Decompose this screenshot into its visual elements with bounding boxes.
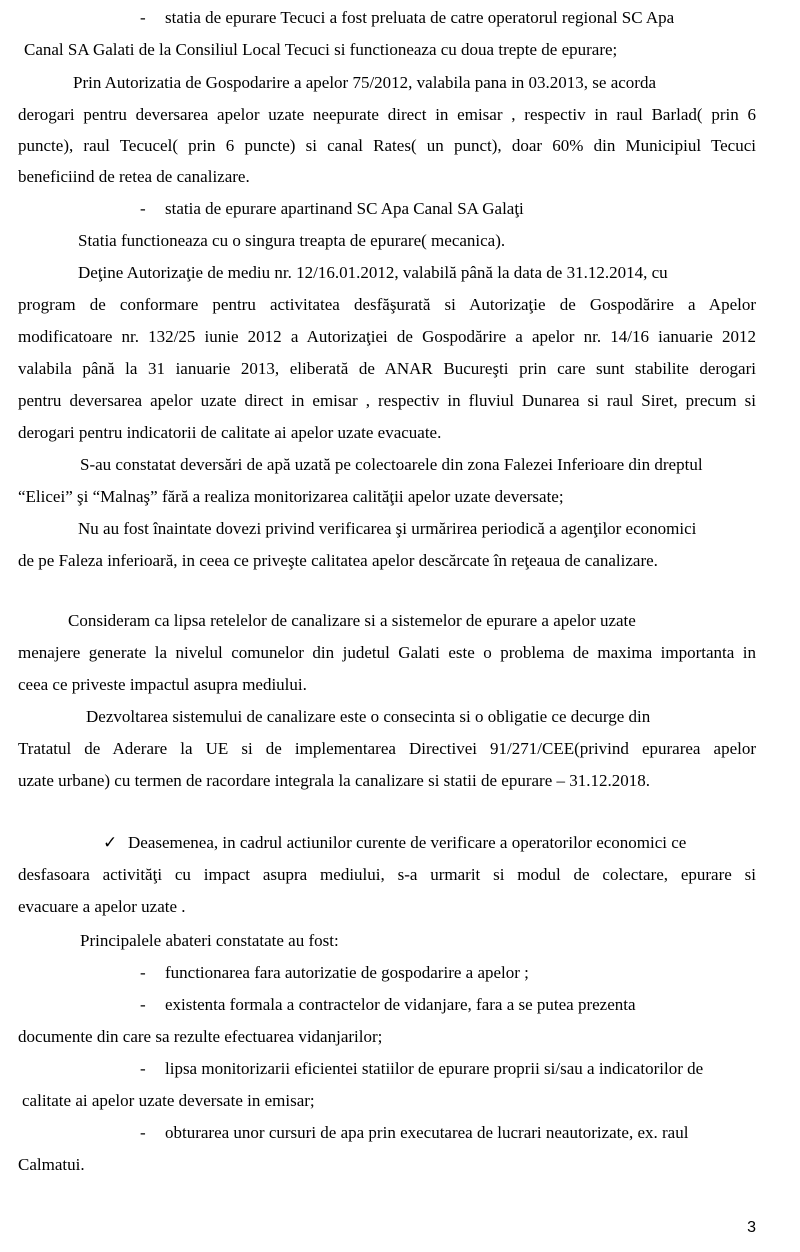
text-line: desfasoara activităţi cu impact asupra mediului, s-a urmarit si modul de colectare, epurare si (18, 865, 756, 884)
text-line: modificatoare nr. 132/25 iunie 2012 a Autorizaţiei de Gospodărire a apelor nr. 14/16 ianuarie 2012 (18, 327, 756, 346)
text-line: menajere generate la nivelul comunelor din judetul Galati este o problema de maxima importanta in (18, 643, 756, 662)
text-line: calitate ai apelor uzate deversate in emisar; (22, 1091, 315, 1110)
text-line: Tratatul de Aderare la UE si de implementarea Directivei 91/271/CEE(privind epurarea apelor (18, 739, 756, 758)
text-line: S-au constatat deversări de apă uzată pe colectoarele din zona Falezei Inferioare din dreptul (80, 455, 703, 474)
text-line: beneficiind de retea de canalizare. (18, 167, 250, 186)
text-line: Consideram ca lipsa retelelor de canalizare si a sistemelor de epurare a apelor uzate (68, 611, 636, 630)
text-line: ceea ce priveste impactul asupra mediului. (18, 675, 307, 694)
text-line: obturarea unor cursuri de apa prin executarea de lucrari neautorizate, ex. raul (165, 1123, 689, 1142)
text-line: lipsa monitorizarii eficientei statiilor de epurare proprii si/sau a indicatorilor de (165, 1059, 704, 1078)
bullet-dash: - (140, 995, 146, 1014)
bullet-dash: - (140, 1123, 146, 1142)
text-line: de pe Faleza inferioară, in ceea ce priveşte calitatea apelor descărcate în reţeaua de canalizare. (18, 551, 658, 570)
text-line: Prin Autorizatia de Gospodarire a apelor 75/2012, valabila pana in 03.2013, se acorda (73, 73, 657, 92)
text-line: valabila până la 31 ianuarie 2013, eliberată de ANAR Bucureşti prin care sunt stabilite derogari (18, 359, 756, 378)
text-line: statia de epurare apartinand SC Apa Canal SA Galaţi (165, 199, 524, 218)
bullet-dash: - (140, 199, 146, 218)
text-line: Calmatui. (18, 1155, 85, 1174)
bullet-dash: - (140, 963, 146, 982)
text-line: derogari pentru indicatorii de calitate ai apelor uzate evacuate. (18, 423, 442, 442)
text-line: documente din care sa rezulte efectuarea vidanjarilor; (18, 1027, 383, 1046)
text-line: Deasemenea, in cadrul actiunilor curente de verificare a operatorilor economici ce (128, 833, 687, 852)
text-line: statia de epurare Tecuci a fost preluata de catre operatorul regional SC Apa (165, 8, 675, 27)
text-line: uzate urbane) cu termen de racordare integrala la canalizare si statii de epurare – 31.12.2018. (18, 771, 650, 790)
text-line: functionarea fara autorizatie de gospodarire a apelor ; (165, 963, 529, 982)
text-line: Canal SA Galati de la Consiliul Local Tecuci si functioneaza cu doua trepte de epurare; (24, 40, 618, 59)
page-number: 3 (747, 1219, 756, 1236)
text-line: Statia functioneaza cu o singura treapta de epurare( mecanica). (78, 231, 506, 250)
text-line: Dezvoltarea sistemului de canalizare este o consecinta si o obligatie ce decurge din (86, 707, 651, 726)
text-line: Deţine Autorizaţie de mediu nr. 12/16.01.2012, valabilă până la data de 31.12.2014, cu (78, 263, 668, 282)
text-line: Nu au fost înaintate dovezi privind verificarea şi urmărirea periodică a agenţilor economici (78, 519, 697, 538)
bullet-dash: - (140, 1059, 146, 1078)
text-line: puncte), raul Tecucel( prin 6 puncte) si canal Rates( un punct), doar 60% din Municipiul Tecuci (18, 136, 756, 155)
text-line: derogari pentru deversarea apelor uzate neepurate direct in emisar , respectiv in raul Barlad( prin 6 (18, 105, 756, 124)
text-line: program de conformare pentru activitatea desfăşurată si Autorizaţie de Gospodărire a Apelor (18, 295, 756, 314)
text-line: “Elicei” şi “Malnaş” fără a realiza monitorizarea calităţii apelor uzate deversate; (18, 487, 564, 506)
checkmark-icon: ✓ (103, 833, 118, 853)
text-line: evacuare a apelor uzate . (18, 897, 186, 916)
text-line: pentru deversarea apelor uzate direct in emisar , respectiv in fluviul Dunarea si raul Siret, precum si (18, 391, 756, 410)
bullet-dash: - (140, 8, 146, 27)
text-line: Principalele abateri constatate au fost: (80, 931, 339, 950)
text-line: existenta formala a contractelor de vidanjare, fara a se putea prezenta (165, 995, 636, 1014)
